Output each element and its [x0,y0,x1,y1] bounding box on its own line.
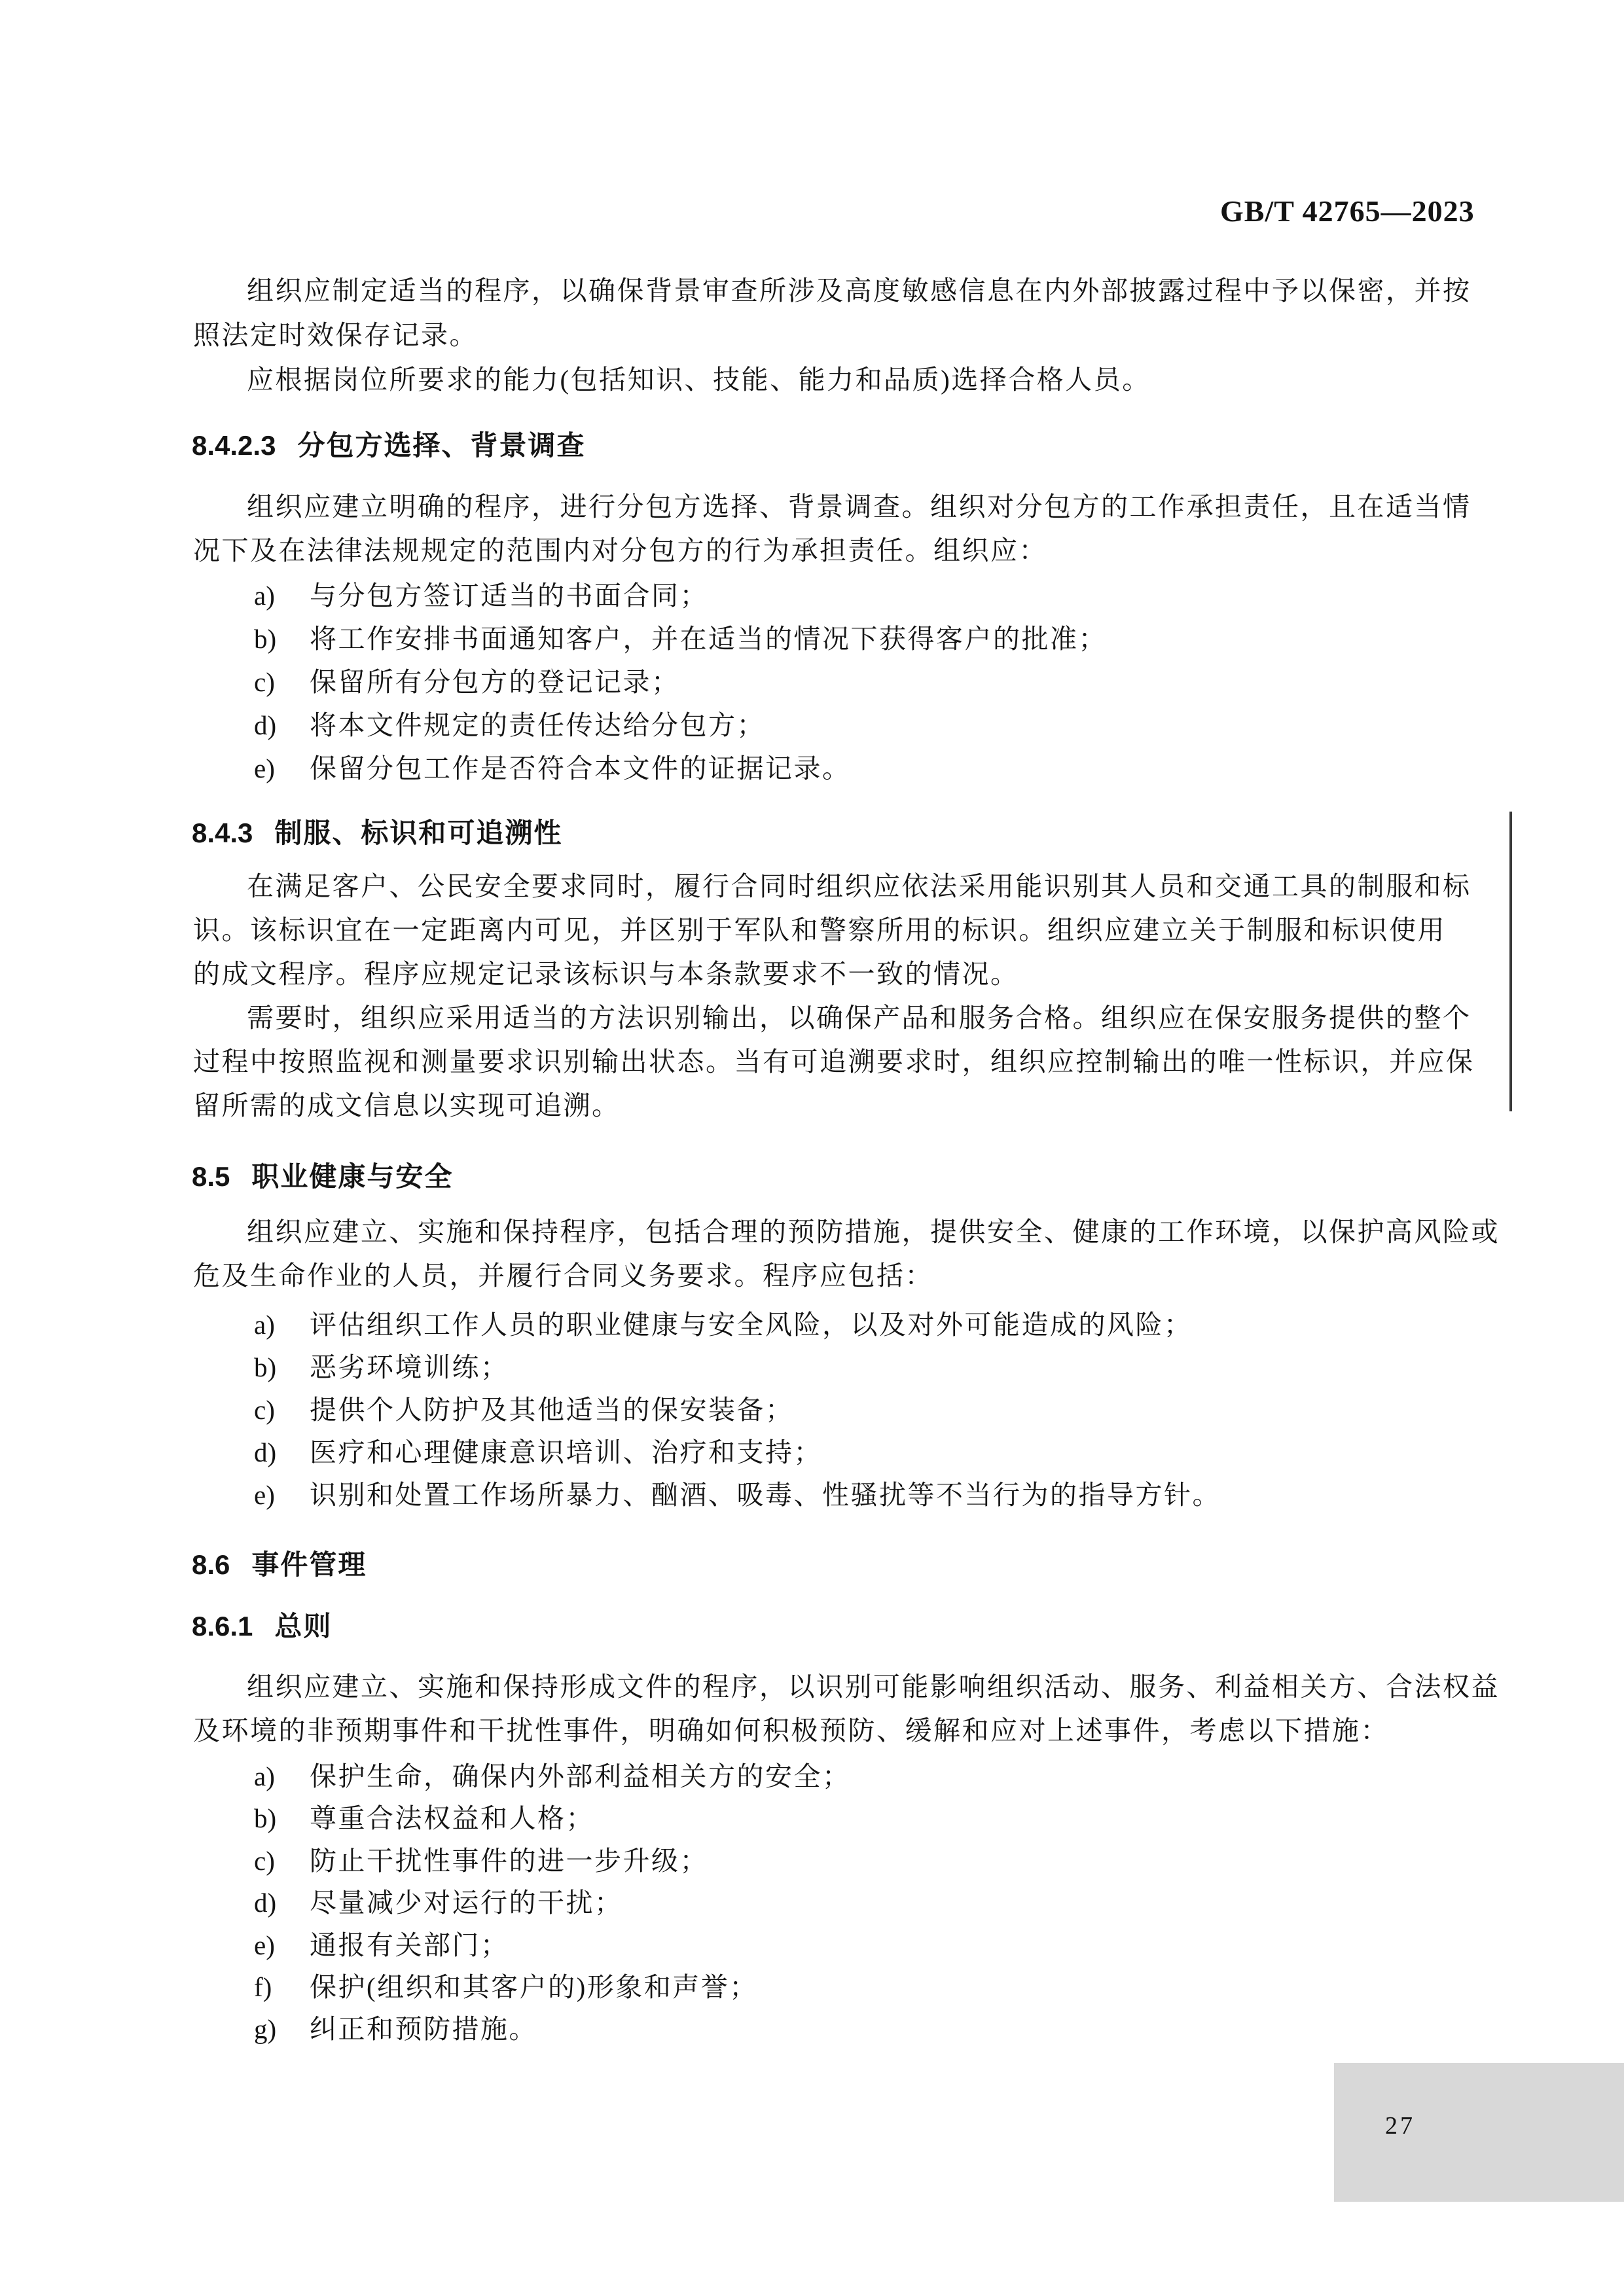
list-item [193,1929,1473,1961]
list-marker: f) [254,1972,272,2002]
list-marker: e) [254,1480,275,1510]
paragraph-line: 需要时，组织应采用适当的方法识别输出，以确保产品和服务合格。组织应在保安服务提供的整个 [247,1003,1471,1033]
list-item [193,623,1473,655]
list-text: 防止干扰性事件的进一步升级； [310,1846,708,1876]
list-item [193,1971,1473,2003]
heading-8-6 [192,1543,367,1583]
list-item [193,1309,1473,1340]
paragraph-line: 况下及在法律法规规定的范围内对分包方的行为承担责任。组织应： [193,535,1047,565]
heading-title: 分包方选择、背景调查 [297,430,586,461]
list-item [193,1887,1473,1918]
list-marker: g) [254,2014,277,2044]
list-text: 与分包方签订适当的书面合同； [310,581,708,611]
list-item [193,753,1473,784]
list-marker: d) [254,1888,277,1918]
list-item [193,580,1473,611]
list-text: 纠正和预防措施。 [310,2014,537,2044]
intro-line: 组织应制定适当的程序，以确保背景审查所涉及高度敏感信息在内外部披露过程中予以保密，并按 [247,276,1471,306]
heading-number: 8.6 [192,1549,230,1580]
list-item [193,709,1473,741]
paragraph-line: 识。该标识宜在一定距离内可见，并区别于军队和警察所用的标识。组织应建立关于制服和标识使用 [193,915,1446,945]
list-item [193,1394,1473,1426]
margin-change-bar [1509,812,1512,1111]
heading-title: 职业健康与安全 [251,1161,454,1192]
list-marker: a) [254,581,275,611]
list-marker: c) [254,1395,275,1425]
intro-line: 照法定时效保存记录。 [193,320,478,350]
heading-8-6-1 [192,1605,332,1644]
list-marker: a) [254,1310,275,1340]
list-text: 通报有关部门； [310,1930,509,1960]
paragraph-line: 危及生命作业的人员，并履行合同义务要求。程序应包括： [193,1261,933,1291]
page-number: 27 [1385,2112,1415,2140]
list-marker: b) [254,1352,277,1382]
paragraph-line: 组织应建立、实施和保持程序，包括合理的预防措施，提供安全、健康的工作环境，以保护高风险或 [247,1217,1500,1247]
list-text: 医疗和心理健康意识培训、治疗和支持； [310,1437,822,1467]
list-marker: c) [254,1846,275,1876]
list-item [193,1803,1473,1834]
list-item [193,1845,1473,1876]
intro-line: 应根据岗位所要求的能力(包括知识、技能、能力和品质)选择合格人员。 [247,365,1151,395]
heading-8-5 [192,1155,453,1194]
heading-number: 8.5 [192,1161,230,1192]
list-text: 提供个人防护及其他适当的保安装备； [310,1395,794,1425]
list-marker: b) [254,624,277,654]
list-text: 恶劣环境训练； [310,1352,509,1382]
list-text: 尊重合法权益和人格； [310,1803,594,1833]
list-item [193,1437,1473,1468]
list-text: 将工作安排书面通知客户，并在适当的情况下获得客户的批准； [310,624,1107,654]
paragraph-line: 在满足客户、公民安全要求同时，履行合同时组织应依法采用能识别其人员和交通工具的制服和标 [247,871,1471,901]
list-item [193,1352,1473,1383]
heading-title: 事件管理 [251,1549,367,1580]
list-item [193,1761,1473,1792]
paragraph-line: 及环境的非预期事件和干扰性事件，明确如何积极预防、缓解和应对上述事件，考虑以下措施： [193,1715,1389,1746]
paragraph-line: 的成文程序。程序应规定记录该标识与本条款要求不一致的情况。 [193,959,1019,989]
list-marker: e) [254,1930,275,1960]
list-marker: e) [254,753,275,783]
list-item [193,666,1473,698]
list-marker: c) [254,667,275,697]
list-item [193,2013,1473,2045]
heading-title: 制服、标识和可追溯性 [274,817,563,848]
list-text: 保留分包工作是否符合本文件的证据记录。 [310,753,851,783]
heading-8-4-3 [192,812,562,851]
heading-title: 总则 [274,1611,333,1641]
list-marker: a) [254,1761,275,1791]
list-text: 保护生命，确保内外部利益相关方的安全； [310,1761,851,1791]
list-text: 将本文件规定的责任传达给分包方； [310,710,765,740]
list-marker: d) [254,710,277,740]
standard-number: GB/T 42765—2023 [1220,194,1475,228]
paragraph-line: 组织应建立明确的程序，进行分包方选择、背景调查。组织对分包方的工作承担责任，且在适当情 [247,492,1471,522]
heading-number: 8.4.2.3 [192,430,276,461]
paragraph-line: 留所需的成文信息以实现可追溯。 [193,1090,621,1121]
list-text: 评估组织工作人员的职业健康与安全风险，以及对外可能造成的风险； [310,1310,1193,1340]
list-text: 识别和处置工作场所暴力、酗酒、吸毒、性骚扰等不当行为的指导方针。 [310,1480,1221,1510]
paragraph-line: 过程中按照监视和测量要求识别输出状态。当有可追溯要求时，组织应控制输出的唯一性标识，并应保 [193,1047,1475,1077]
list-text: 保护(组织和其客户的)形象和声誉； [310,1972,758,2002]
heading-8-4-2-3 [192,424,585,463]
list-marker: b) [254,1803,277,1833]
list-text: 保留所有分包方的登记记录； [310,667,680,697]
heading-number: 8.6.1 [192,1611,253,1641]
list-marker: d) [254,1437,277,1467]
paragraph-line: 组织应建立、实施和保持形成文件的程序，以识别可能影响组织活动、服务、利益相关方、合法权益 [247,1672,1500,1702]
list-item [193,1479,1473,1511]
scan-shadow [1334,2063,1624,2202]
list-text: 尽量减少对运行的干扰； [310,1888,623,1918]
heading-number: 8.4.3 [192,817,253,848]
